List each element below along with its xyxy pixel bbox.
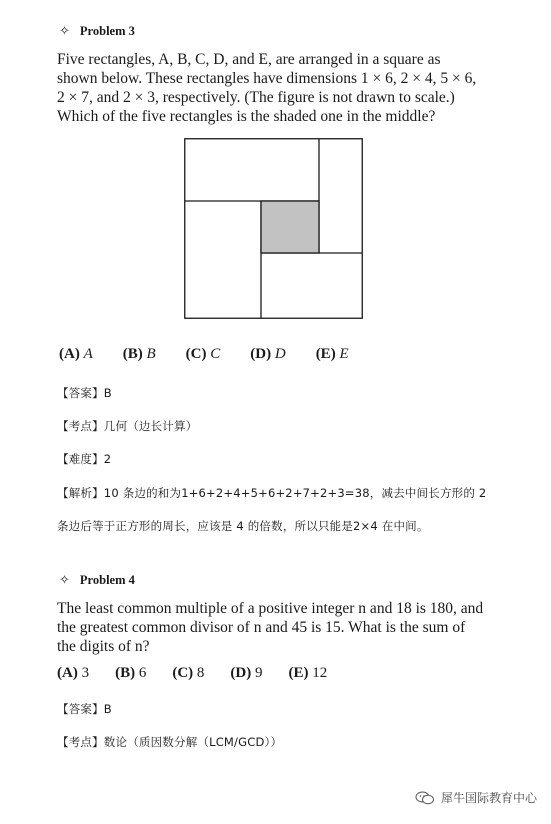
diamond-icon: ✧ <box>59 23 70 38</box>
choice-e: (E) E <box>315 346 349 362</box>
choice-a: (A) 3 <box>57 665 90 681</box>
rectangles-figure <box>184 138 363 319</box>
choice-c: (C) C <box>185 346 221 362</box>
watermark-text: 犀牛国际教育中心 <box>440 791 537 805</box>
problem3-choices <box>59 346 379 363</box>
choice-b: (B) B <box>122 346 156 362</box>
diamond-icon: ✧ <box>59 572 70 587</box>
problem4-statement <box>57 599 493 656</box>
problem3-title: Problem 3 <box>79 23 135 38</box>
problem3-analysis-line2: 条边后等于正方形的周长，应该是 4 的倍数，所以只能是2×4 在中间。 <box>57 519 429 533</box>
wechat-icon <box>415 791 435 805</box>
statement-line: shown below. These rectangles have dimensions 1 × 6, 2 × 4, 5 × 6, <box>57 70 477 87</box>
statement-line: the greatest common divisor of n and 45 is 15. What is the sum of <box>57 619 466 636</box>
problem4-topic: 【考点】数论（质因数分解（LCM/GCD）） <box>57 735 283 749</box>
problem4-title: Problem 4 <box>79 572 135 587</box>
problem3-heading <box>59 23 135 39</box>
problem4-answer: 【答案】B <box>57 702 112 716</box>
problem4-heading <box>59 572 135 588</box>
problem3-answer: 【答案】B <box>57 386 112 400</box>
choice-a: (A) A <box>59 346 93 362</box>
problem4-choices <box>57 665 353 682</box>
statement-line: 2 × 7, and 2 × 3, respectively. (The figure is not drawn to scale.) <box>57 89 455 106</box>
problem3-difficulty: 【难度】2 <box>57 452 112 466</box>
statement-line: Which of the five rectangles is the shaded one in the middle? <box>57 108 436 125</box>
statement-line: the digits of n? <box>57 638 150 655</box>
choice-b: (B) 6 <box>115 665 147 681</box>
problem3-topic: 【考点】几何（边长计算） <box>57 419 198 433</box>
problem3-statement <box>57 50 493 126</box>
statement-line: The least common multiple of a positive integer n and 18 is 180, and <box>57 600 484 617</box>
rectangles-diagram <box>184 138 363 319</box>
shaded-rectangle <box>261 201 319 253</box>
choice-c: (C) 8 <box>172 665 205 681</box>
statement-line: Five rectangles, A, B, C, D, and E, are arranged in a square as <box>57 51 441 68</box>
choice-e: (E) 12 <box>288 665 328 681</box>
problem3-analysis-line1: 【解析】10 条边的和为1+6+2+4+5+6+2+7+2+3=38，减去中间长方形的 2 <box>57 486 487 500</box>
choice-d: (D) 9 <box>230 665 263 681</box>
watermark <box>415 789 537 806</box>
choice-d: (D) D <box>250 346 286 362</box>
